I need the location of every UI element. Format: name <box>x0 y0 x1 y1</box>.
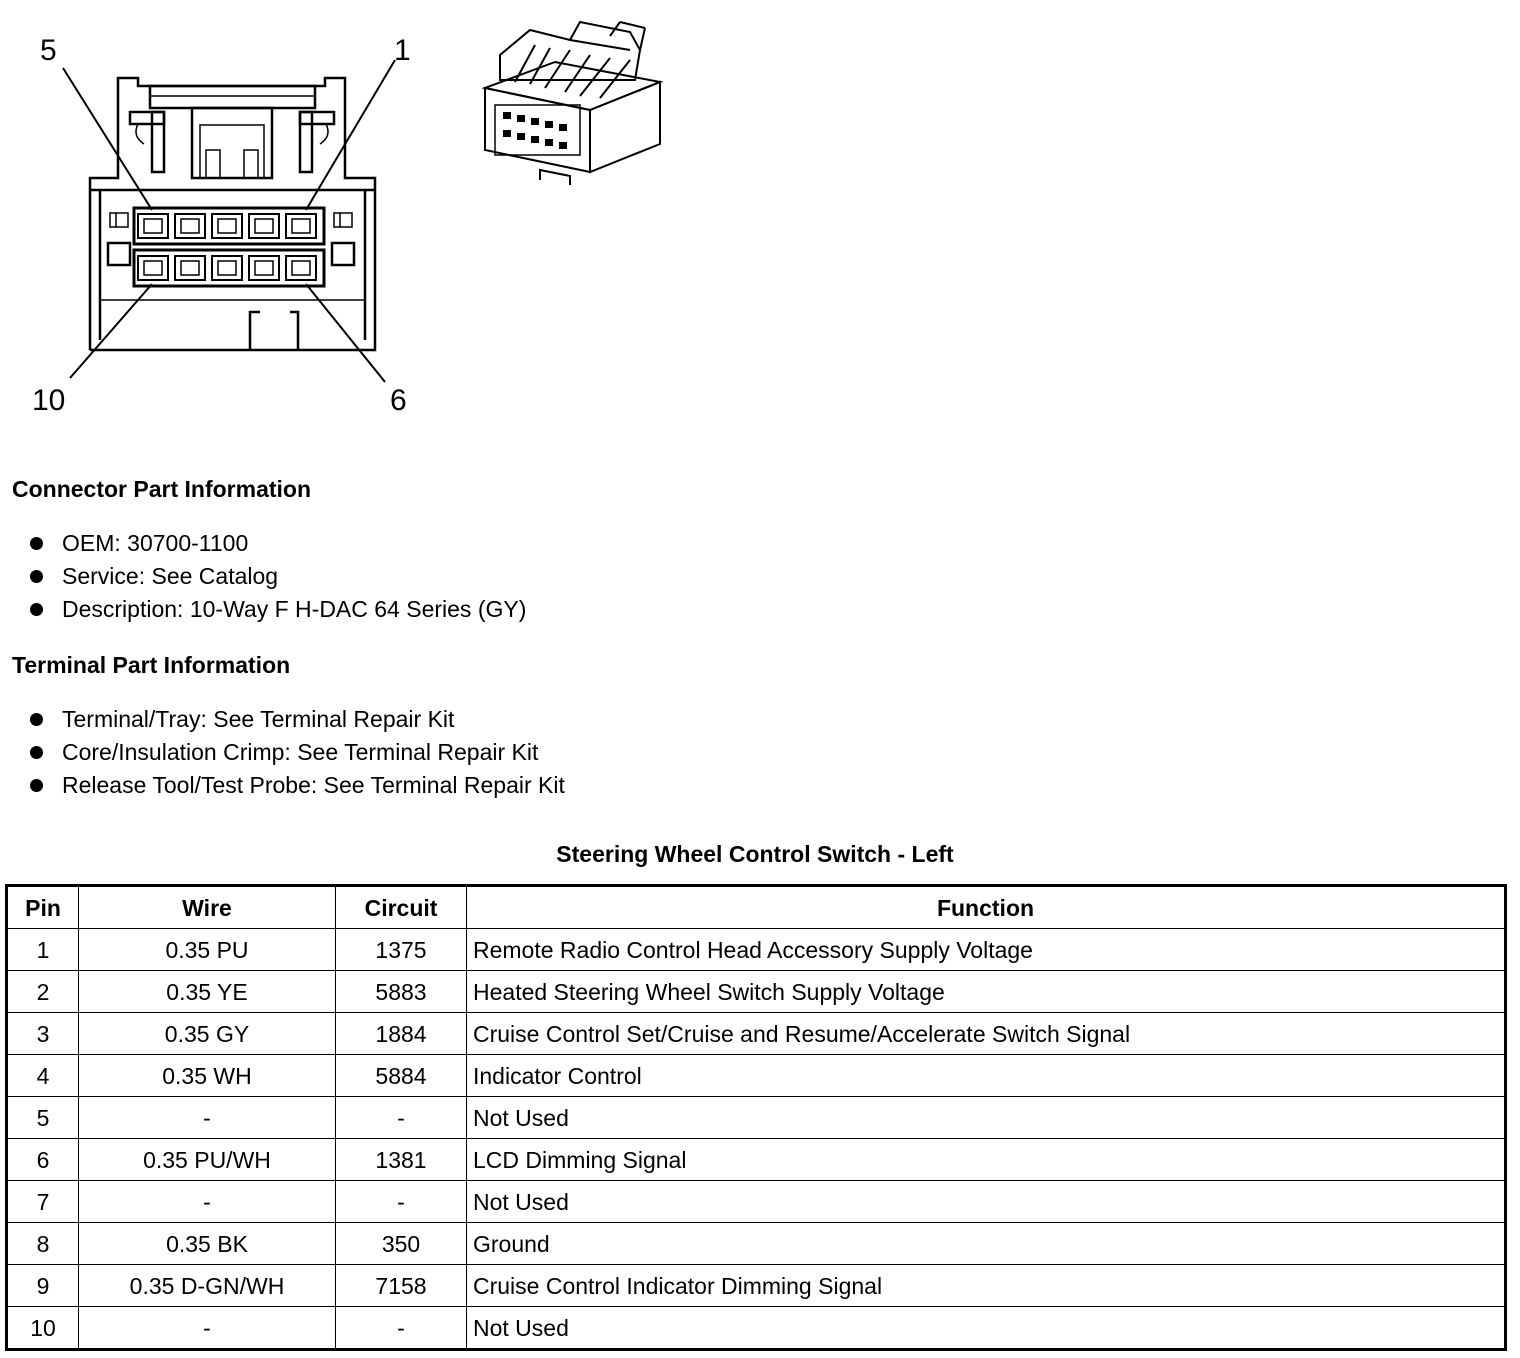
pin-cavity <box>249 214 279 238</box>
wire-cell: - <box>79 1307 336 1350</box>
column-header-circuit: Circuit <box>336 886 467 929</box>
pin-cavity-inner <box>181 261 199 275</box>
list-item: Service: See Catalog <box>28 560 526 593</box>
circuit-cell: 5883 <box>336 971 467 1013</box>
table-title: Steering Wheel Control Switch - Left <box>556 841 954 867</box>
table-row <box>7 1181 1506 1223</box>
pin-10-callout: 10 <box>32 384 66 417</box>
pin-cavity-inner <box>181 219 199 233</box>
pin-cavity <box>212 256 242 280</box>
column-header-pin: Pin <box>7 886 79 929</box>
connector-info-list <box>28 527 526 626</box>
terminal-info-list <box>28 703 565 802</box>
function-cell: Ground <box>467 1223 1506 1265</box>
function-cell: Not Used <box>467 1307 1506 1350</box>
list-item: Description: 10-Way F H-DAC 64 Series (GY) <box>28 593 526 626</box>
circuit-cell: 350 <box>336 1223 467 1265</box>
pin-cell: 1 <box>7 929 79 971</box>
column-header-wire: Wire <box>79 886 336 929</box>
wire-cell: 0.35 BK <box>79 1223 336 1265</box>
terminal-info-heading: Terminal Part Information <box>12 652 291 678</box>
pin-cavity <box>286 256 316 280</box>
pin-cell: 9 <box>7 1265 79 1307</box>
table-header-row <box>7 886 1506 929</box>
connector-face-diagram <box>0 0 460 440</box>
wire-cell: 0.35 WH <box>79 1055 336 1097</box>
table-row <box>7 1265 1506 1307</box>
circuit-cell: 7158 <box>336 1265 467 1307</box>
circuit-cell: 1884 <box>336 1013 467 1055</box>
circuit-cell: 5884 <box>336 1055 467 1097</box>
list-item: Terminal/Tray: See Terminal Repair Kit <box>28 703 565 736</box>
pin-cell: 10 <box>7 1307 79 1350</box>
pin-cavity-inner <box>144 219 162 233</box>
pin-cavity-inner <box>255 261 273 275</box>
function-cell: Cruise Control Indicator Dimming Signal <box>467 1265 1506 1307</box>
pin-cavity <box>175 214 205 238</box>
pin-cell: 8 <box>7 1223 79 1265</box>
pin-cavity <box>212 214 242 238</box>
pin-cavity-inner <box>144 261 162 275</box>
pin-cell: 7 <box>7 1181 79 1223</box>
pin-cavity <box>249 256 279 280</box>
pin-6-callout: 6 <box>390 384 407 417</box>
function-cell: Remote Radio Control Head Accessory Supply Voltage <box>467 929 1506 971</box>
pin-cell: 3 <box>7 1013 79 1055</box>
pin-1-callout: 1 <box>394 34 411 67</box>
circuit-cell: - <box>336 1307 467 1350</box>
pinout-table <box>5 884 1507 1351</box>
bullet-icon <box>30 537 43 550</box>
function-cell: Not Used <box>467 1181 1506 1223</box>
wire-cell: - <box>79 1181 336 1223</box>
pin-cell: 4 <box>7 1055 79 1097</box>
pin-cavity <box>286 214 316 238</box>
circuit-cell: - <box>336 1097 467 1139</box>
function-cell: Cruise Control Set/Cruise and Resume/Accelerate Switch Signal <box>467 1013 1506 1055</box>
wire-cell: 0.35 PU/WH <box>79 1139 336 1181</box>
table-row <box>7 1097 1506 1139</box>
pin-cell: 2 <box>7 971 79 1013</box>
pin-cavity <box>175 256 205 280</box>
pin-cell: 6 <box>7 1139 79 1181</box>
list-item: Release Tool/Test Probe: See Terminal Repair Kit <box>28 769 565 802</box>
function-cell: LCD Dimming Signal <box>467 1139 1506 1181</box>
table-row <box>7 1013 1506 1055</box>
wire-cell: - <box>79 1097 336 1139</box>
list-item: Core/Insulation Crimp: See Terminal Repair Kit <box>28 736 565 769</box>
function-cell: Indicator Control <box>467 1055 1506 1097</box>
connector-info-heading: Connector Part Information <box>12 476 312 502</box>
table-row <box>7 1055 1506 1097</box>
wire-cell: 0.35 PU <box>79 929 336 971</box>
table-row <box>7 971 1506 1013</box>
pin-cavity-inner <box>292 261 310 275</box>
pin-cavity <box>138 214 168 238</box>
table-row <box>7 1139 1506 1181</box>
circuit-cell: 1381 <box>336 1139 467 1181</box>
circuit-cell: 1375 <box>336 929 467 971</box>
pin-cell: 5 <box>7 1097 79 1139</box>
table-row <box>7 929 1506 971</box>
connector-isometric-view <box>470 10 680 185</box>
bullet-icon <box>30 570 43 583</box>
table-row <box>7 1223 1506 1265</box>
list-item: OEM: 30700-1100 <box>28 527 526 560</box>
pin-cavity <box>138 256 168 280</box>
bullet-icon <box>30 779 43 792</box>
bullet-icon <box>30 713 43 726</box>
pin-cavity-inner <box>255 219 273 233</box>
bullet-icon <box>30 746 43 759</box>
function-cell: Heated Steering Wheel Switch Supply Voltage <box>467 971 1506 1013</box>
function-cell: Not Used <box>467 1097 1506 1139</box>
pin-cavity-inner <box>218 219 236 233</box>
circuit-cell: - <box>336 1181 467 1223</box>
wire-cell: 0.35 D-GN/WH <box>79 1265 336 1307</box>
wire-cell: 0.35 YE <box>79 971 336 1013</box>
table-row <box>7 1307 1506 1350</box>
column-header-function: Function <box>467 886 1506 929</box>
pin-cavity-inner <box>218 261 236 275</box>
bullet-icon <box>30 603 43 616</box>
pin-5-callout: 5 <box>40 34 57 67</box>
pin-cavity-inner <box>292 219 310 233</box>
wire-cell: 0.35 GY <box>79 1013 336 1055</box>
